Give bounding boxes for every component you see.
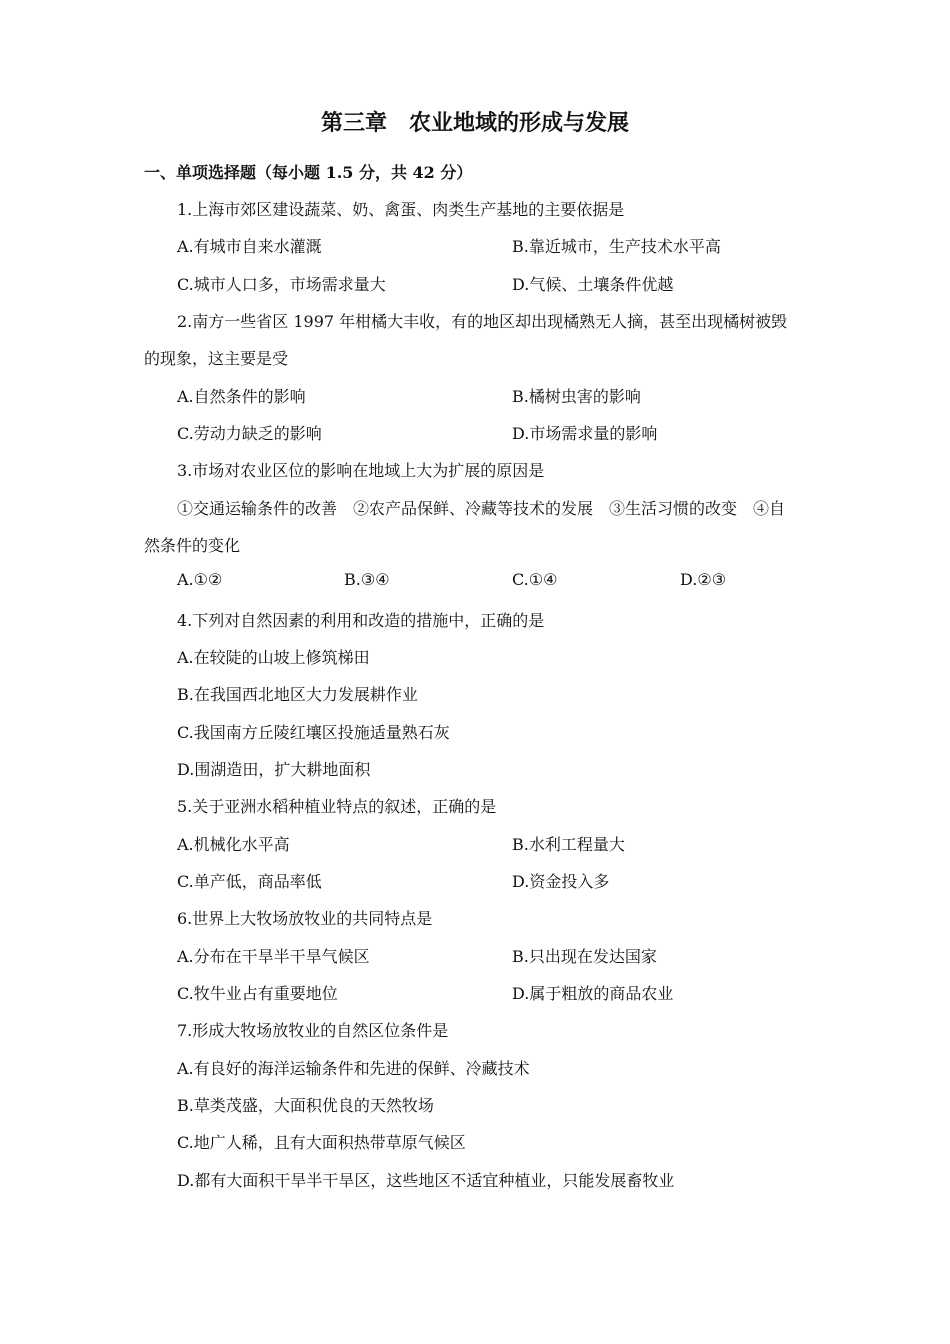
- question-7-stem: 7.形成大牧场放牧业的自然区位条件是: [177, 1021, 449, 1040]
- question-1-stem: 1.上海市郊区建设蔬菜、奶、禽蛋、肉类生产基地的主要依据是: [177, 200, 625, 219]
- question-6-option-c: C.牧牛业占有重要地位: [177, 984, 338, 1003]
- question-4-option-b: B.在我国西北地区大力发展耕作业: [177, 685, 418, 704]
- question-5-stem: 5.关于亚洲水稻种植业特点的叙述，正确的是: [177, 797, 497, 816]
- question-2-option-a: A.自然条件的影响: [177, 387, 306, 406]
- question-1-option-a: A.有城市自来水灌溉: [177, 237, 322, 256]
- question-6-option-b: B.只出现在发达国家: [512, 947, 657, 966]
- question-4-option-c: C.我国南方丘陵红壤区投施适量熟石灰: [177, 723, 450, 742]
- question-5-option-c: C.单产低，商品率低: [177, 872, 322, 891]
- question-7-option-b: B.草类茂盛，大面积优良的天然牧场: [177, 1096, 434, 1115]
- question-3-option-b: B.③④: [344, 570, 390, 589]
- question-4-stem: 4.下列对自然因素的利用和改造的措施中，正确的是: [177, 611, 545, 630]
- question-2-option-c: C.劳动力缺乏的影响: [177, 424, 322, 443]
- question-5-option-d: D.资金投入多: [512, 872, 610, 891]
- question-1-option-d: D.气候、土壤条件优越: [512, 275, 674, 294]
- question-4-option-d: D.围湖造田，扩大耕地面积: [177, 760, 371, 779]
- question-2-option-d: D.市场需求量的影响: [512, 424, 658, 443]
- question-6-stem: 6.世界上大牧场放牧业的共同特点是: [177, 909, 433, 928]
- question-7-option-a: A.有良好的海洋运输条件和先进的保鲜、冷藏技术: [177, 1059, 530, 1078]
- question-3-option-c: C.①④: [512, 570, 558, 589]
- question-3-choices-line-2: 然条件的变化: [144, 536, 241, 555]
- question-3-option-a: A.①②: [177, 570, 223, 589]
- question-1-option-b: B.靠近城市，生产技术水平高: [512, 237, 721, 256]
- question-6-option-a: A.分布在干旱半干旱气候区: [177, 947, 370, 966]
- question-1-option-c: C.城市人口多，市场需求量大: [177, 275, 386, 294]
- section-title: 一、单项选择题（每小题 1.5 分，共 42 分）: [144, 163, 473, 182]
- question-4-option-a: A.在较陡的山坡上修筑梯田: [177, 648, 370, 667]
- question-5-option-b: B.水利工程量大: [512, 835, 625, 854]
- question-2-stem-line-2: 的现象，这主要是受: [144, 349, 289, 368]
- question-2-option-b: B.橘树虫害的影响: [512, 387, 641, 406]
- question-3-option-d: D.②③: [680, 570, 727, 589]
- question-5-option-a: A.机械化水平高: [177, 835, 290, 854]
- question-7-option-d: D.都有大面积干旱半干旱区，这些地区不适宜种植业，只能发展畜牧业: [177, 1171, 675, 1190]
- question-2-stem-line-1: 2.南方一些省区 1997 年柑橘大丰收，有的地区却出现橘熟无人摘，甚至出现橘树被毁: [177, 312, 788, 331]
- question-7-option-c: C.地广人稀，且有大面积热带草原气候区: [177, 1133, 466, 1152]
- page-title: 第三章 农业地域的形成与发展: [320, 110, 629, 136]
- question-3-choices-line-1: ①交通运输条件的改善 ②农产品保鲜、冷藏等技术的发展 ③生活习惯的改变 ④自: [177, 499, 786, 518]
- question-6-option-d: D.属于粗放的商品农业: [512, 984, 674, 1003]
- question-3-stem: 3.市场对农业区位的影响在地域上大为扩展的原因是: [177, 461, 545, 480]
